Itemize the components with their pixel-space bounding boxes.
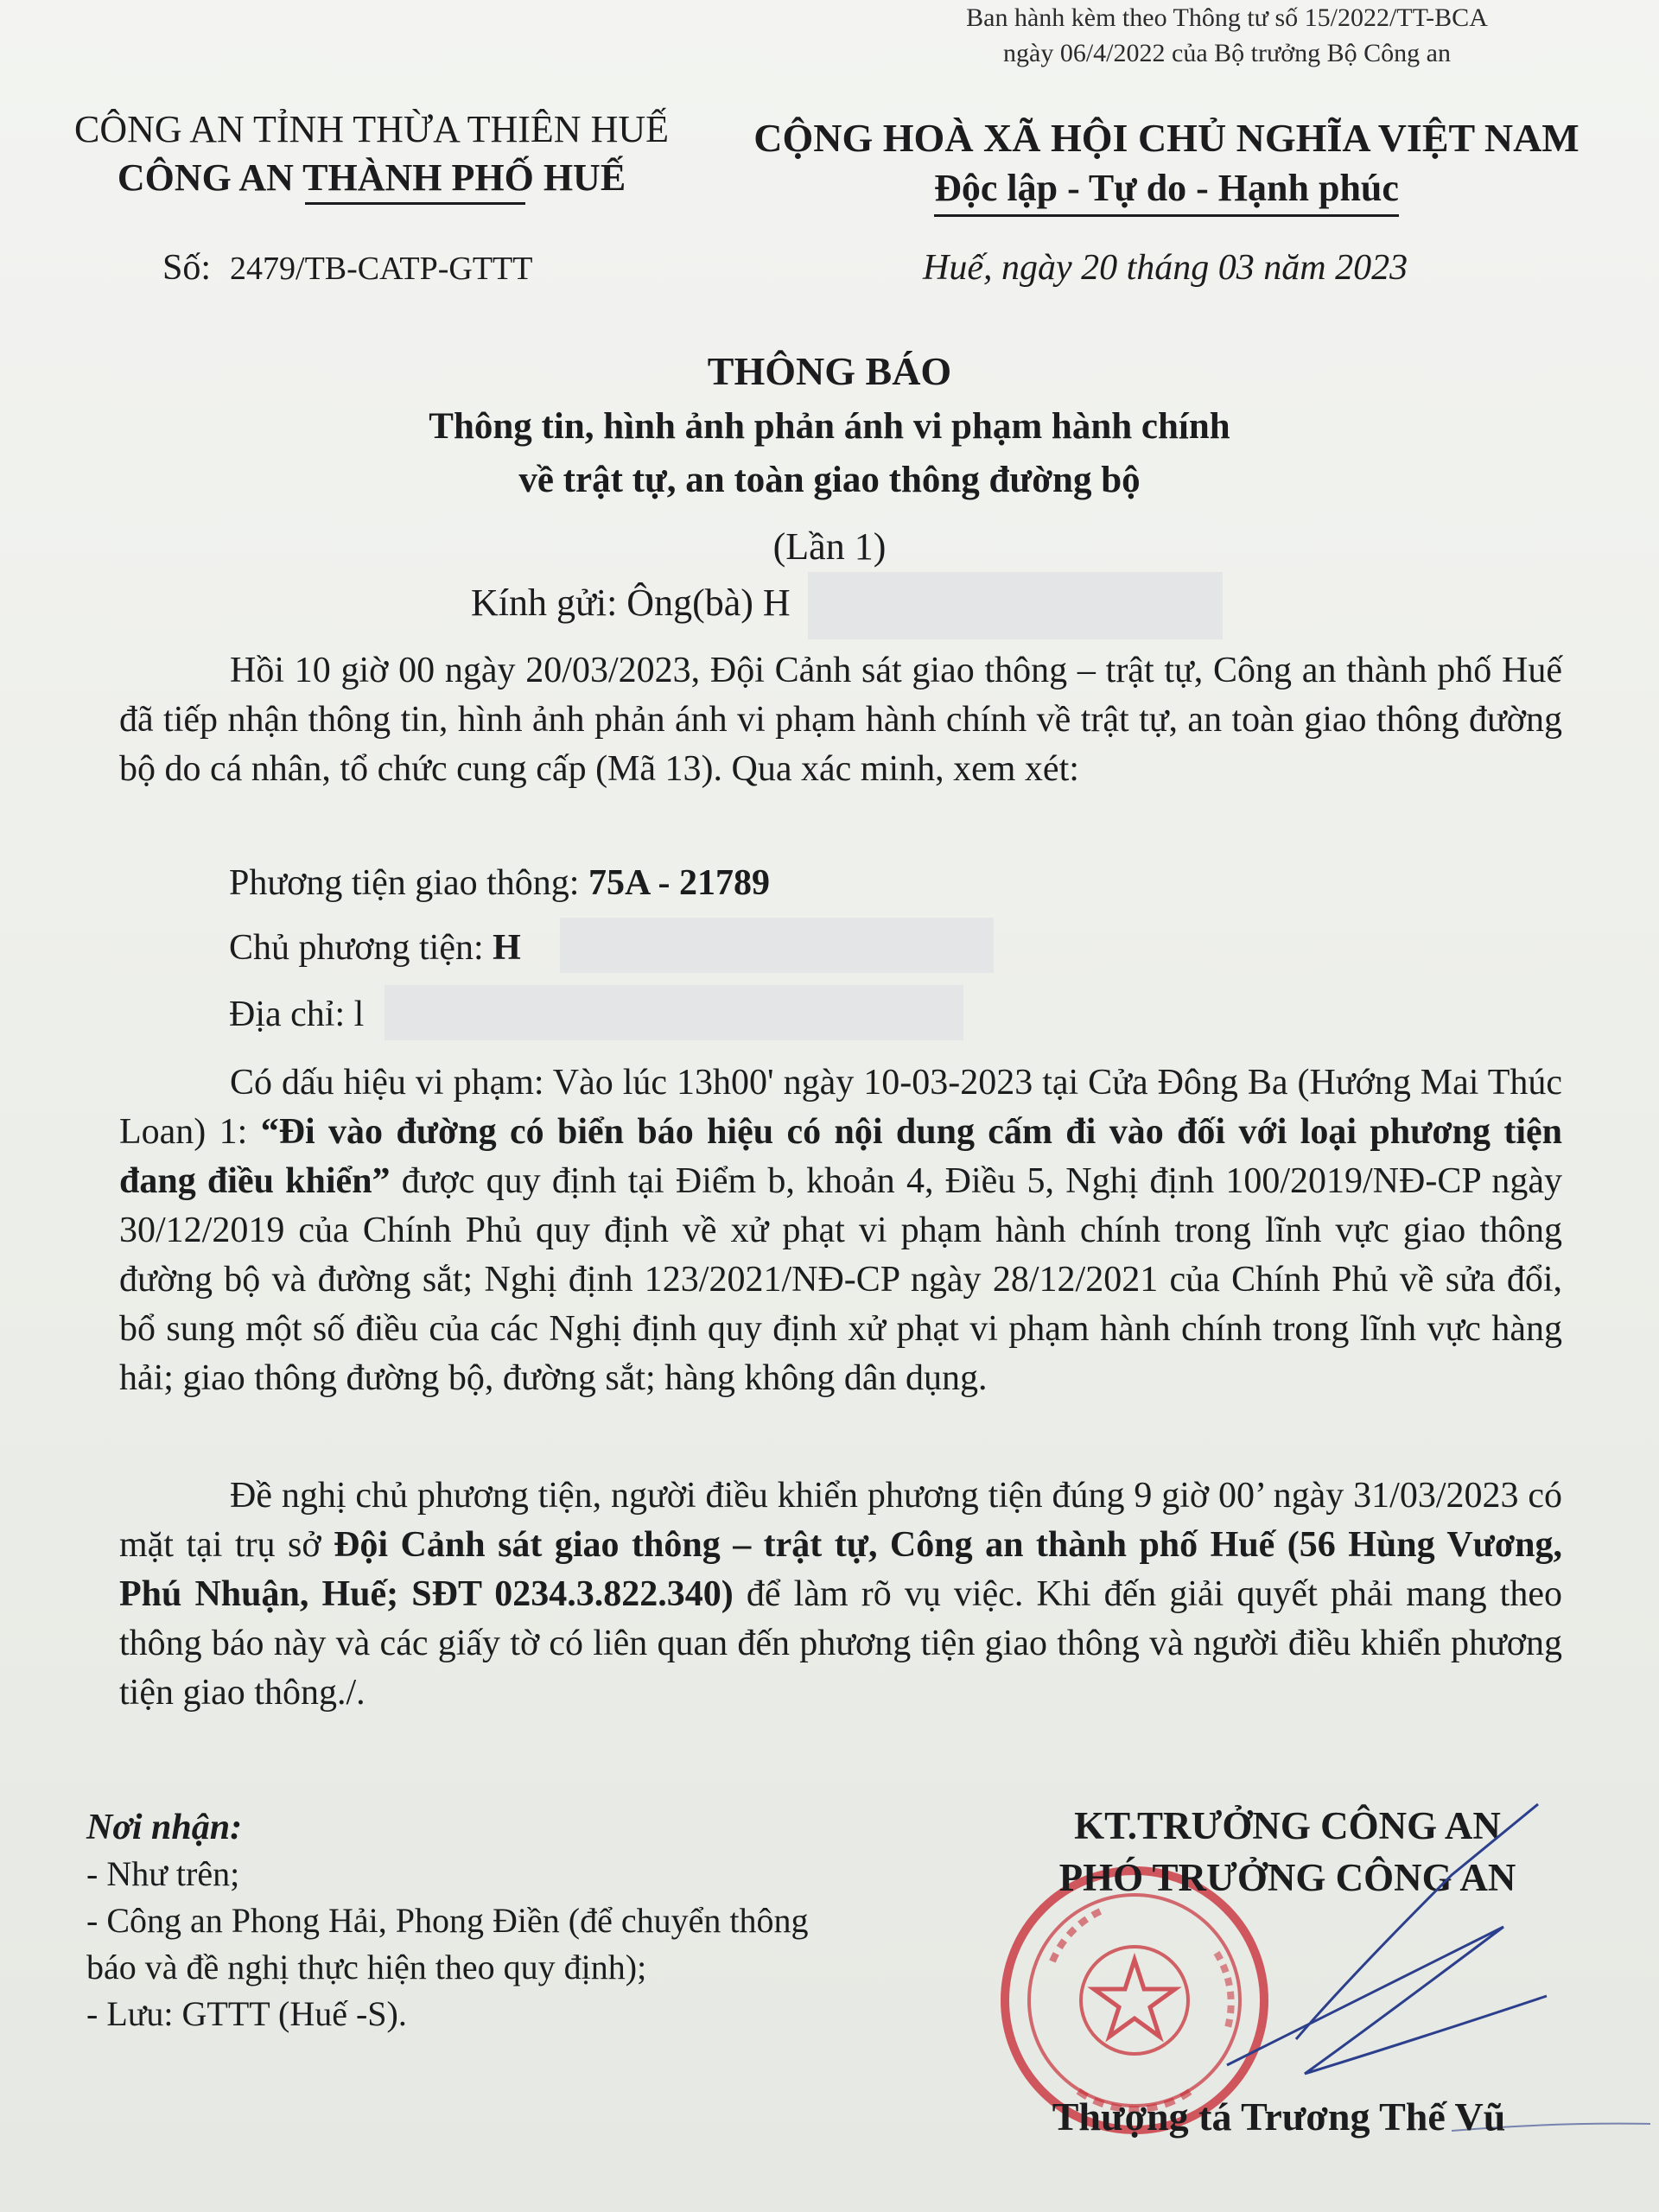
circular-line-2: ngày 06/4/2022 của Bộ trưởng Bộ Công an <box>1003 39 1451 67</box>
issuing-agency-header <box>52 105 691 205</box>
subtitle-line-1: Thông tin, hình ảnh phản ánh vi phạm hành chính <box>429 406 1230 447</box>
agency-parent: CÔNG AN TỈNH THỪA THIÊN HUẾ <box>73 108 669 150</box>
vehicle-line <box>229 859 770 908</box>
subtitle-line-2: về trật tự, an toàn giao thông đường bộ <box>518 460 1141 500</box>
agency-name: CÔNG AN THÀNH PHỐ HUẾ <box>117 156 626 199</box>
owner-label: Chủ phương tiện: <box>229 928 493 968</box>
document-subtitle <box>0 400 1659 507</box>
recipients-block <box>86 1804 881 2037</box>
circular-line-1: Ban hành kèm theo Thông tư số 15/2022/TT-BCA <box>966 3 1488 32</box>
owner-line <box>229 924 521 973</box>
address-label: Địa chỉ: <box>229 995 354 1034</box>
addressee-name: H <box>762 582 791 624</box>
agency-underline <box>305 202 525 205</box>
handwritten-signature-icon <box>1192 1780 1659 2143</box>
address-value: l <box>353 995 365 1034</box>
paragraph-violation <box>119 1058 1562 1403</box>
recipients-heading: Nơi nhận: <box>86 1808 243 1847</box>
document-number-label: Số: <box>162 248 212 288</box>
circular-reference-note <box>925 0 1529 71</box>
signer-name: Thượng tá Trương Thế Vũ <box>1052 2094 1506 2139</box>
signatory-title-line-2: PHÓ TRƯỞNG CÔNG AN <box>1058 1856 1516 1899</box>
summons-instructions: để làm rõ vụ việc. Khi đến giải quyết phải mang theo thông báo này và các giấy tờ có liên quan đến phương tiện giao thông và người điều khiển phương tiện giao thông./. <box>119 1574 1562 1713</box>
redaction-addressee <box>808 572 1223 639</box>
national-motto: Độc lập - Tự do - Hạnh phúc <box>934 164 1399 217</box>
summons-office: Đội Cảnh sát giao thông – trật tự, Công an thành phố Huế (56 Hùng Vương, Phú Nhuận, Huế; SĐT 0234.3.822.340) <box>119 1525 1562 1614</box>
country-name: CỘNG HOÀ XÃ HỘI CHỦ NGHĨA VIỆT NAM <box>753 116 1580 160</box>
occurrence-number: (Lần 1) <box>772 525 887 568</box>
recipient-item: - Như trên; <box>86 1854 240 1893</box>
summons-intro: Đề nghị chủ phương tiện, người điều khiển phương tiện đúng 9 giờ 00’ ngày 31/03/2023 có mặt tại trụ sở <box>119 1476 1562 1565</box>
owner-name: H <box>493 928 521 968</box>
recipient-item: - Lưu: GTTT (Huế -S). <box>86 1994 407 2033</box>
document-number-value: 2479/TB-CATP-GTTT <box>230 251 533 287</box>
vehicle-plate: 75A - 21789 <box>588 863 770 903</box>
issue-date: Huế, ngày 20 tháng 03 năm 2023 <box>923 248 1408 288</box>
redaction-owner <box>560 918 994 973</box>
addressee-label: Kính gửi: Ông(bà) <box>471 582 763 624</box>
recipient-item: - Công an Phong Hải, Phong Điền (để chuyển thông <box>86 1901 809 1940</box>
redaction-address <box>385 985 963 1040</box>
violation-intro: Có dấu hiệu vi phạm: Vào lúc 13h00' ngày 10-03-2023 tại Cửa Đông Ba (Hướng Mai Thúc Loan) 1: <box>119 1063 1562 1152</box>
violation-legal-basis: được quy định tại Điểm b, khoản 4, Điều 5, Nghị định 100/2019/NĐ-CP ngày 30/12/2019 của Chính Phủ quy định về xử phạt vi phạm hành chính trong lĩnh vực giao thông đường bộ và đường sắt; Nghị định 123/2021/NĐ-CP ngày 28/12/2021 của Chính Phủ về sửa đổi, bổ sung một số điều của các Nghị định quy định xử phạt vi phạm hành chính trong lĩnh vực hàng hải; giao thông đường bộ, đường sắt; hàng không dân dụng. <box>119 1161 1562 1398</box>
paragraph-summons <box>119 1471 1562 1718</box>
signatory-title-line-1: KT.TRƯỞNG CÔNG AN <box>1074 1804 1501 1847</box>
recipient-item: báo và đề nghị thực hiện theo quy định); <box>86 1948 647 1986</box>
paragraph-receipt: Hồi 10 giờ 00 ngày 20/03/2023, Đội Cảnh sát giao thông – trật tự, Công an thành phố Huế đã tiếp nhận thông tin, hình ảnh phản ánh vi phạm hành chính về trật tự, an toàn giao thông đường bộ do cá nhân, tổ chức cung cấp (Mã 13). Qua xác minh, xem xét: <box>119 651 1562 789</box>
document-number <box>162 244 532 293</box>
vehicle-label: Phương tiện giao thông: <box>229 863 588 903</box>
national-motto-header <box>743 112 1590 217</box>
addressee-line <box>471 577 791 629</box>
address-line <box>229 990 364 1039</box>
document-title: THÔNG BÁO <box>707 349 952 393</box>
violation-description: “Đi vào đường có biển báo hiệu có nội dung cấm đi vào đối với loại phương tiện đang điều khiển” <box>119 1112 1562 1201</box>
